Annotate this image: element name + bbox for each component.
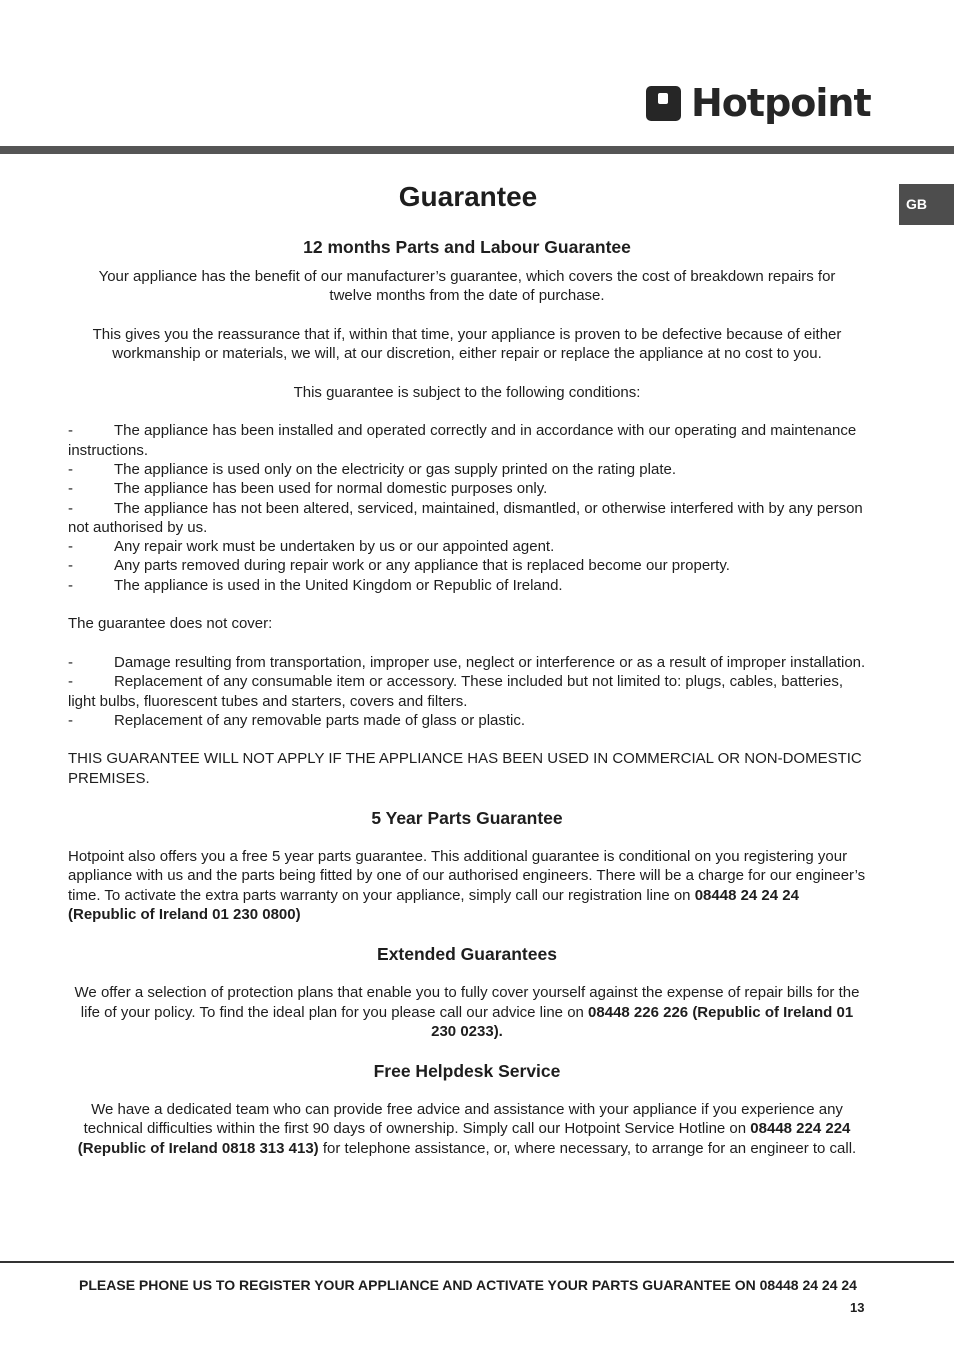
paragraph-not-covered-intro: The guarantee does not cover:	[68, 615, 273, 633]
hotpoint-logo	[646, 80, 871, 126]
advice-line-phone: 08448 226 226 (Republic of Ireland 01 230 0233).	[431, 1003, 854, 1040]
section-heading-extended: Extended Guarantees	[377, 944, 557, 965]
footer-divider	[0, 1261, 954, 1263]
guarantee-content	[68, 236, 866, 1158]
hotpoint-logo-icon	[646, 86, 681, 121]
list-item: - Replacement of any consumable item or accessory. These included but not limited to: plugs, cables, batteries, light bulbs, fluorescent tubes and starters, covers and filters.	[68, 673, 843, 710]
registration-phone: 08448 24 24 24 (Republic of Ireland 01 230 0800)	[68, 886, 799, 923]
paragraph-conditions-intro: This guarantee is subject to the following conditions:	[293, 383, 641, 401]
page-title: Guarantee	[398, 181, 538, 212]
paragraph-commercial-use-notice: THIS GUARANTEE WILL NOT APPLY IF THE APPLIANCE HAS BEEN USED IN COMMERCIAL OR NON-DOMESTIC PREMISES.	[68, 750, 862, 787]
exclusions-list	[68, 653, 866, 730]
service-hotline-phone: 08448 224 224 (Republic of Ireland 0818 313 413)	[77, 1120, 851, 1157]
list-item: - Replacement of any removable parts made of glass or plastic.	[68, 711, 526, 729]
language-tab-gb: GB	[899, 184, 954, 225]
logo-text: Hotpoint	[691, 81, 871, 125]
list-item: - The appliance is used in the United Kingdom or Republic of Ireland.	[68, 576, 563, 594]
paragraph-manufacturer-guarantee: Your appliance has the benefit of our manufacturer’s guarantee, which covers the cost of breakdown repairs for twelve months from the date of purchase.	[98, 268, 836, 305]
list-item: - Any parts removed during repair work or any appliance that is replaced become our property.	[68, 557, 730, 575]
list-item: - The appliance is used only on the electricity or gas supply printed on the rating plate.	[68, 460, 677, 478]
paragraph-reassurance: This gives you the reassurance that if, within that time, your appliance is proven to be defective because of either workmanship or materials, we will, at our discretion, either repair or replace the appliance at no cost to you.	[92, 325, 842, 363]
conditions-list	[68, 421, 866, 595]
paragraph-5-year-guarantee: Hotpoint also offers you a free 5 year parts guarantee. This additional guarantee is conditional on you registering your appliance with us and the parts being fitted by one of our authorised engineers. There will be a charge for our engineer’s time. To activate the extra parts warranty on your appliance, simply call our registration line on 08448 24 24 24 (Republic of Ireland 01 230 0800)	[68, 848, 866, 923]
section-heading-5-year: 5 Year Parts Guarantee	[371, 808, 563, 829]
list-item: - The appliance has been used for normal domestic purposes only.	[68, 480, 548, 498]
page-number: 13	[850, 1300, 865, 1315]
list-item: - The appliance has been installed and operated correctly and in accordance with our operating and maintenance instructions.	[68, 422, 857, 459]
list-item: - The appliance has not been altered, serviced, maintained, dismantled, or otherwise interfered with by any person not authorised by us.	[68, 499, 863, 536]
footer-notice: PLEASE PHONE US TO REGISTER YOUR APPLIANCE AND ACTIVATE YOUR PARTS GUARANTEE ON 08448 24 24 24	[79, 1277, 857, 1293]
paragraph-extended-guarantees: We offer a selection of protection plans that enable you to fully cover yourself against the expense of repair bills for the life of your policy. To find the ideal plan for you please call our advice line on 08448 226 226 (Republic of Ireland 01 230 0233).	[74, 984, 860, 1040]
header-divider	[0, 146, 954, 154]
list-item: - Any repair work must be undertaken by us or our appointed agent.	[68, 538, 555, 556]
paragraph-helpdesk: We have a dedicated team who can provide free advice and assistance with your appliance if you experience any technical difficulties within the first 90 days of ownership. Simply call our Hotpoint Service Hotline on 08448 224 224 (Republic of Ireland 0818 313 413) for telephone assistance, or, where necessary, to arrange for an engineer to call.	[77, 1101, 857, 1157]
list-item: - Damage resulting from transportation, improper use, neglect or interference or as a result of improper installation.	[68, 653, 866, 671]
section-heading-helpdesk: Free Helpdesk Service	[373, 1061, 561, 1082]
section-heading-12-months: 12 months Parts and Labour Guarantee	[303, 237, 631, 257]
